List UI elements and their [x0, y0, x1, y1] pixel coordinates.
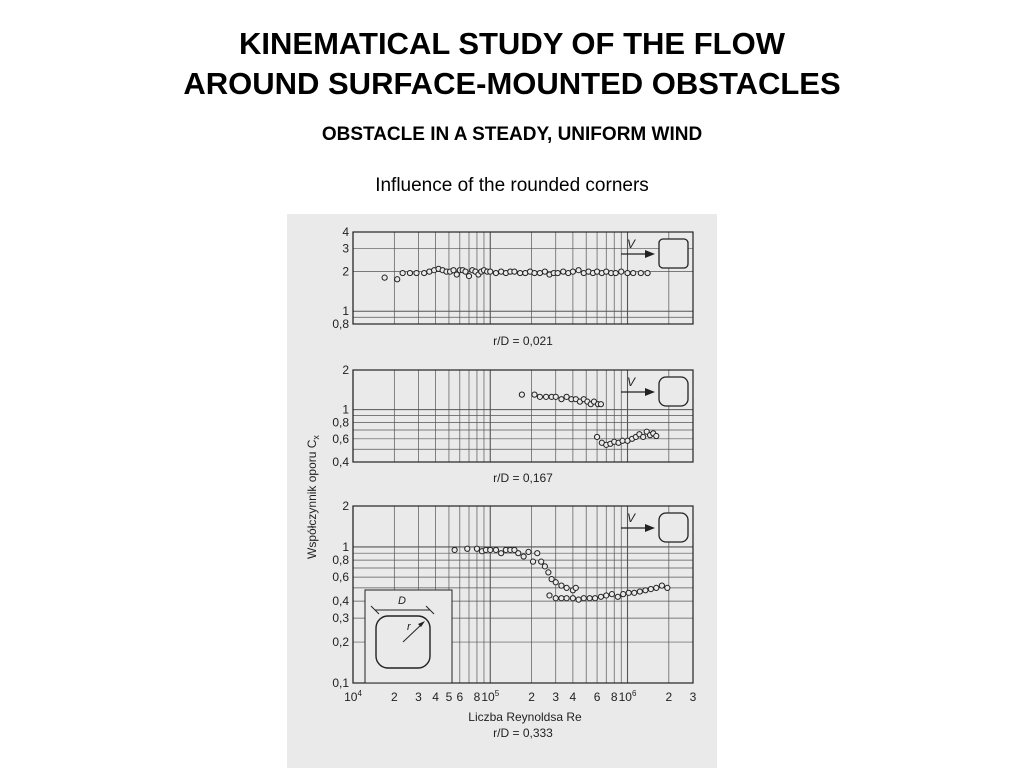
y-tick-label: 0,3 [332, 611, 349, 626]
y-tick-label: 0,4 [332, 594, 349, 609]
data-point [543, 394, 548, 399]
data-point [539, 559, 544, 564]
data-point [555, 270, 560, 275]
data-point [621, 592, 626, 597]
data-point [654, 585, 659, 590]
data-point [648, 587, 653, 592]
data-point [659, 583, 664, 588]
x-tick-label: $10^6$ [618, 689, 637, 704]
y-tick-label: 1 [342, 402, 349, 417]
data-point [463, 269, 468, 274]
y-tick-label: 0,2 [332, 635, 349, 650]
data-point [592, 596, 597, 601]
data-point [561, 269, 566, 274]
data-point [576, 597, 581, 602]
data-point [493, 547, 498, 552]
y-tick-label: 2 [342, 499, 349, 513]
data-point [615, 594, 620, 599]
y-tick-label: 2 [342, 264, 349, 279]
y-axis-label [305, 435, 321, 559]
x-tick-label: 6 [593, 690, 601, 704]
data-point [452, 547, 457, 552]
data-point [654, 433, 659, 438]
data-point [559, 583, 564, 588]
data-point [559, 397, 564, 402]
y-tick-label: 1 [342, 304, 349, 319]
data-point [632, 590, 637, 595]
x-tick-label: 8 [610, 690, 618, 704]
panel-label: r/D = 0,167 [493, 471, 553, 485]
data-point [516, 551, 521, 556]
x-tick-label: 2 [528, 690, 535, 704]
data-point [466, 273, 471, 278]
y-tick-label: 0,6 [332, 431, 349, 446]
data-point [553, 394, 558, 399]
data-point [638, 270, 643, 275]
drag-coefficient-figure [287, 214, 717, 768]
data-point [587, 596, 592, 601]
data-point [598, 402, 603, 407]
data-point [465, 546, 470, 551]
y-axis-label-subscript: x [311, 435, 321, 440]
x-tick-label: 3 [552, 690, 560, 704]
data-point [542, 564, 547, 569]
data-point [553, 596, 558, 601]
data-point [546, 570, 551, 575]
data-point [530, 559, 535, 564]
data-point [576, 268, 581, 273]
slide-title-line1: KINEMATICAL STUDY OF THE FLOW [239, 26, 785, 61]
data-point [631, 270, 636, 275]
data-point [512, 269, 517, 274]
data-point [573, 585, 578, 590]
x-tick-label: 3 [415, 690, 422, 704]
y-tick-label: 0,8 [332, 553, 349, 568]
obstacle-icon [659, 239, 688, 268]
data-point [619, 269, 624, 274]
y-axis-label-text: Współczynnik oporu C [305, 439, 319, 559]
data-point [535, 551, 540, 556]
y-tick-label: 0,6 [332, 570, 349, 585]
data-point [637, 589, 642, 594]
x-tick-label: $10^4$ [344, 689, 362, 704]
data-point [626, 590, 631, 595]
x-tick-exponent: 4 [357, 689, 362, 698]
x-tick-label: 8 [473, 690, 481, 704]
y-tick-label: 0,1 [332, 676, 349, 690]
x-tick-label: 6 [456, 690, 464, 704]
x-tick-label: 5 [445, 690, 453, 704]
inset-label-d: D [398, 595, 406, 607]
data-point [532, 270, 537, 275]
y-tick-label: 0,8 [332, 415, 349, 430]
data-point [414, 270, 419, 275]
x-tick-label: 2 [390, 690, 398, 704]
data-point [422, 270, 427, 275]
data-point [609, 592, 614, 597]
data-point [553, 580, 558, 585]
panel-label: r/D = 0,021 [493, 334, 553, 348]
velocity-label: V [627, 375, 636, 389]
data-point [499, 551, 504, 556]
y-tick-label: 4 [342, 225, 349, 239]
velocity-label: V [627, 511, 636, 525]
data-point [598, 594, 603, 599]
y-tick-label: 0,4 [332, 455, 349, 469]
data-point [620, 438, 625, 443]
x-tick-label: $10^5$ [481, 689, 500, 704]
data-point [382, 275, 387, 280]
data-point [613, 270, 618, 275]
slide-subtitle: OBSTACLE IN A STEADY, UNIFORM WIND [321, 124, 703, 145]
x-axis-label: Liczba Reynoldsa Re [468, 710, 582, 724]
velocity-label: V [627, 237, 636, 251]
data-point [625, 270, 630, 275]
data-point [537, 270, 542, 275]
corner-radius-inset [365, 590, 452, 683]
data-point [604, 593, 609, 598]
data-point [641, 434, 646, 439]
data-point [474, 546, 479, 551]
data-point [604, 269, 609, 274]
data-point [564, 585, 569, 590]
data-point [570, 269, 575, 274]
data-point [526, 549, 531, 554]
y-tick-label: 1 [342, 539, 349, 554]
data-point [519, 392, 524, 397]
data-point [400, 270, 405, 275]
data-point [532, 392, 537, 397]
data-point [521, 554, 526, 559]
data-point [559, 596, 564, 601]
data-point [570, 596, 575, 601]
data-point [518, 270, 523, 275]
data-point [547, 593, 552, 598]
panel-label: r/D = 0,333 [493, 726, 553, 740]
data-point [488, 269, 493, 274]
data-point [488, 547, 493, 552]
data-point [643, 588, 648, 593]
data-point [564, 596, 569, 601]
data-point [665, 585, 670, 590]
data-point [407, 270, 412, 275]
y-tick-label: 3 [342, 241, 349, 256]
figure-background [287, 214, 717, 768]
data-point [537, 394, 542, 399]
inset-label-r: r [407, 621, 411, 633]
data-point [645, 270, 650, 275]
y-tick-label: 2 [342, 363, 349, 377]
y-tick-label: 0,8 [332, 317, 349, 331]
obstacle-icon [659, 513, 688, 542]
data-point [594, 434, 599, 439]
data-point [493, 270, 498, 275]
data-point [581, 596, 586, 601]
figure-caption: Influence of the rounded corners [375, 175, 649, 196]
obstacle-icon [659, 377, 688, 406]
x-tick-label: 4 [569, 690, 577, 704]
slide-title-line2: AROUND SURFACE-MOUNTED OBSTACLES [183, 66, 841, 101]
x-tick-exponent: 6 [631, 689, 637, 698]
x-tick-label: 4 [432, 690, 439, 704]
x-tick-label: 3 [689, 690, 697, 704]
x-tick-exponent: 5 [494, 689, 500, 698]
data-point [395, 277, 400, 282]
x-tick-label: 2 [665, 690, 673, 704]
